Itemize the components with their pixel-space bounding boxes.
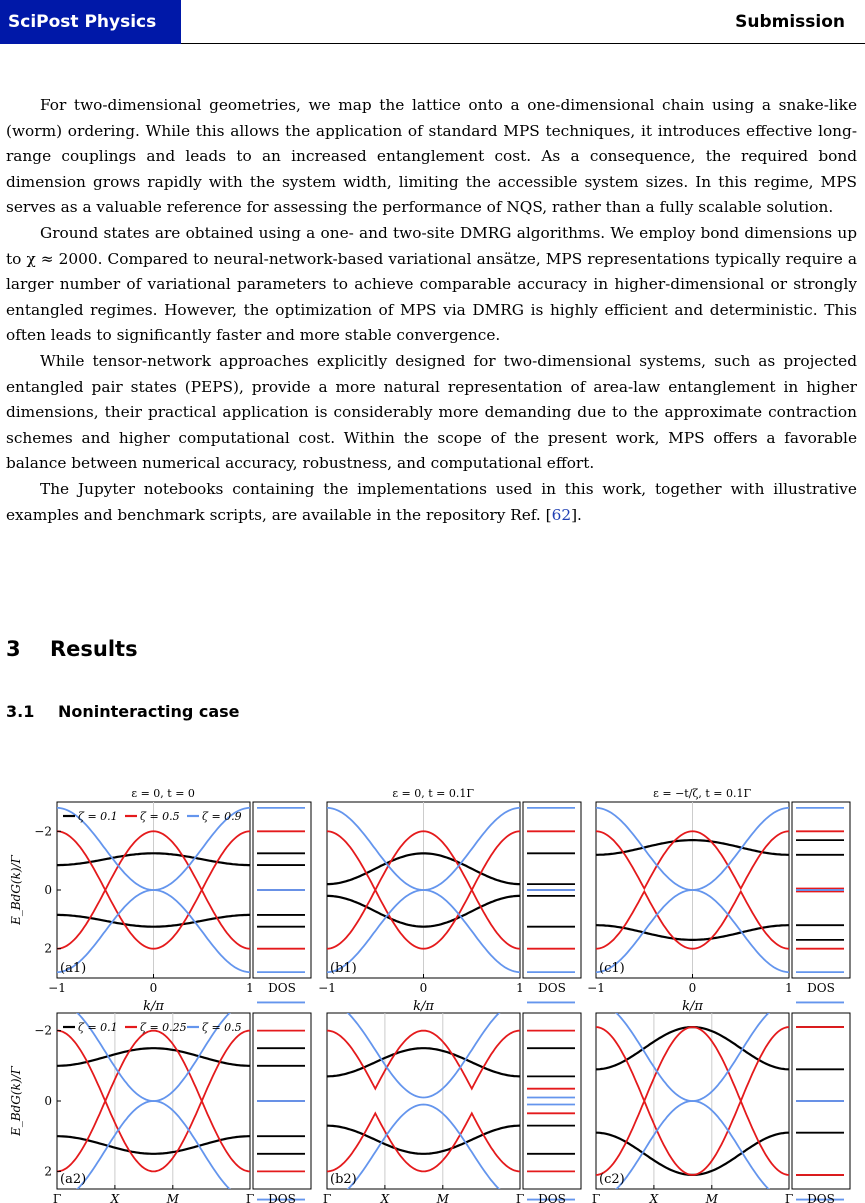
y-axis-label: E_BdG(k)/Γ [9, 855, 23, 925]
x-tick-label: X [380, 1192, 390, 1203]
paragraph-end: ]. [571, 505, 582, 524]
header-rule [181, 43, 865, 44]
band-line [596, 1101, 789, 1175]
section-title: Results [50, 637, 138, 661]
x-tick-label: 0 [688, 981, 697, 995]
x-tick-label: 1 [246, 981, 254, 995]
x-tick-label: 1 [785, 981, 793, 995]
band-line [327, 1113, 520, 1171]
dos-frame [523, 1013, 581, 1189]
section-number: 3 [6, 637, 21, 661]
subsection-number: 3.1 [6, 702, 35, 721]
legend [63, 810, 242, 823]
dos-label: DOS [538, 1192, 566, 1203]
x-tick-label: M [436, 1192, 449, 1203]
x-tick-label: 0 [419, 981, 428, 995]
panel-title: ε = −t/ζ, t = 0.1Γ [653, 787, 752, 800]
paragraph: While tensor-network approaches explicitly designed for two-dimensional systems, such as projected entangled pair states (PEPS), provide a more natural representation of area-law entanglement in higher dimensions, their practical application is considerably more demanding due to the approximate contraction schemes and higher computational cost. Within the scope of the present work, MPS offers a favorable balance between numerical accuracy, robustness, and computational effort. [6, 351, 857, 473]
band-structure-figure [0, 735, 865, 1203]
paragraph-repo [6, 477, 857, 528]
panel-title: ε = 0, t = 0.1Γ [392, 787, 474, 800]
citation-link[interactable]: 62 [551, 505, 572, 524]
band-line [327, 1126, 520, 1154]
x-axis-label: k/π [143, 999, 164, 1014]
legend [63, 1021, 242, 1034]
band-line [57, 1002, 250, 1101]
x-tick-label: M [705, 1192, 718, 1203]
x-tick-label: Γ [784, 1192, 794, 1203]
x-tick-label: Γ [245, 1192, 255, 1203]
y-tick-label: −2 [34, 824, 52, 839]
body-text [6, 93, 857, 528]
y-tick-label: −2 [34, 1023, 52, 1038]
x-tick-label: Γ [515, 1192, 525, 1203]
x-tick-label: X [649, 1192, 659, 1203]
band-line [596, 1101, 789, 1200]
y-axis-label: E_BdG(k)/Γ [9, 1066, 23, 1136]
band-line [596, 1133, 789, 1175]
y-tick-label: 2 [44, 1164, 52, 1179]
legend-label: ζ = 0.25 [140, 1021, 187, 1034]
band-line [327, 1031, 520, 1089]
x-tick-label: −1 [587, 981, 605, 995]
y-tick-label: 0 [44, 1094, 52, 1108]
x-tick-label: Γ [322, 1192, 332, 1203]
paragraph: For two-dimensional geometries, we map the lattice onto a one-dimensional chain using a snake-like (worm) ordering. While this allows the application of standard MPS techniques, it introduces effective long-range couplings and leads to an increased entanglement cost. As a consequence, the required bond dimension grows rapidly with the system width, limiting the accessible system sizes. In this regime, MPS serves as a valuable reference for assessing the performance of NQS, rather than a fully scalable solution. [6, 96, 857, 217]
band-line [57, 1136, 250, 1154]
panel-title: ε = 0, t = 0 [131, 787, 195, 800]
panel-label: (b2) [330, 1172, 357, 1187]
legend-label: ζ = 0.1 [78, 810, 118, 823]
legend-label: ζ = 0.1 [78, 1021, 118, 1034]
x-tick-label: Γ [52, 1192, 62, 1203]
x-tick-label: −1 [48, 981, 66, 995]
dos-label: DOS [268, 1192, 296, 1203]
x-tick-label: M [166, 1192, 179, 1203]
section-heading [6, 637, 138, 661]
dos-label: DOS [807, 1192, 835, 1203]
dos-label: DOS [538, 981, 566, 995]
band-line [327, 1002, 520, 1097]
plot-frame [327, 1013, 520, 1189]
subsection-title: Noninteracting case [58, 702, 240, 721]
x-tick-label: 1 [516, 981, 524, 995]
panel-label: (c1) [599, 961, 625, 976]
band-line [57, 1101, 250, 1171]
panel-label: (a1) [60, 961, 87, 976]
panel-label: (c2) [599, 1172, 625, 1187]
journal-badge [0, 0, 181, 44]
band-line [596, 1027, 789, 1101]
legend-label: ζ = 0.5 [140, 810, 180, 823]
x-axis-label: k/π [682, 999, 703, 1014]
submission-label: Submission [735, 12, 845, 32]
subsection-heading [6, 702, 240, 721]
band-line [596, 1002, 789, 1101]
dos-label: DOS [807, 981, 835, 995]
panel-label: (a2) [60, 1172, 87, 1187]
x-tick-label: 0 [149, 981, 158, 995]
x-tick-label: −1 [318, 981, 336, 995]
band-line [57, 1031, 250, 1101]
x-axis-label: k/π [413, 999, 434, 1014]
paragraph: Ground states are obtained using a one- and two-site DMRG algorithms. We employ bond dimensions up to χ ≈ 2000. Compared to neural-network-based variational ansätze, MPS representations typically require a larger number of variational parameters to achieve comparable accuracy in higher-dimensional or strongly entangled regimes. However, the optimization of MPS via DMRG is highly efficient and deterministic. This often leads to significantly faster and more stable convergence. [6, 223, 857, 345]
band-line [596, 1027, 789, 1069]
legend-label: ζ = 0.5 [202, 1021, 242, 1034]
x-tick-label: X [110, 1192, 120, 1203]
journal-name: SciPost Physics [8, 12, 157, 32]
legend-label: ζ = 0.9 [202, 810, 242, 823]
dos-label: DOS [268, 981, 296, 995]
band-line [327, 1048, 520, 1076]
band-line [57, 1048, 250, 1066]
y-tick-label: 2 [44, 941, 52, 956]
paragraph-text: The Jupyter notebooks containing the implementations used in this work, together with illustrative examples and benchmark scripts, are available in the repository Ref. [ [6, 479, 857, 524]
y-tick-label: 0 [44, 883, 52, 897]
x-tick-label: Γ [591, 1192, 601, 1203]
panel-label: (b1) [330, 961, 357, 976]
